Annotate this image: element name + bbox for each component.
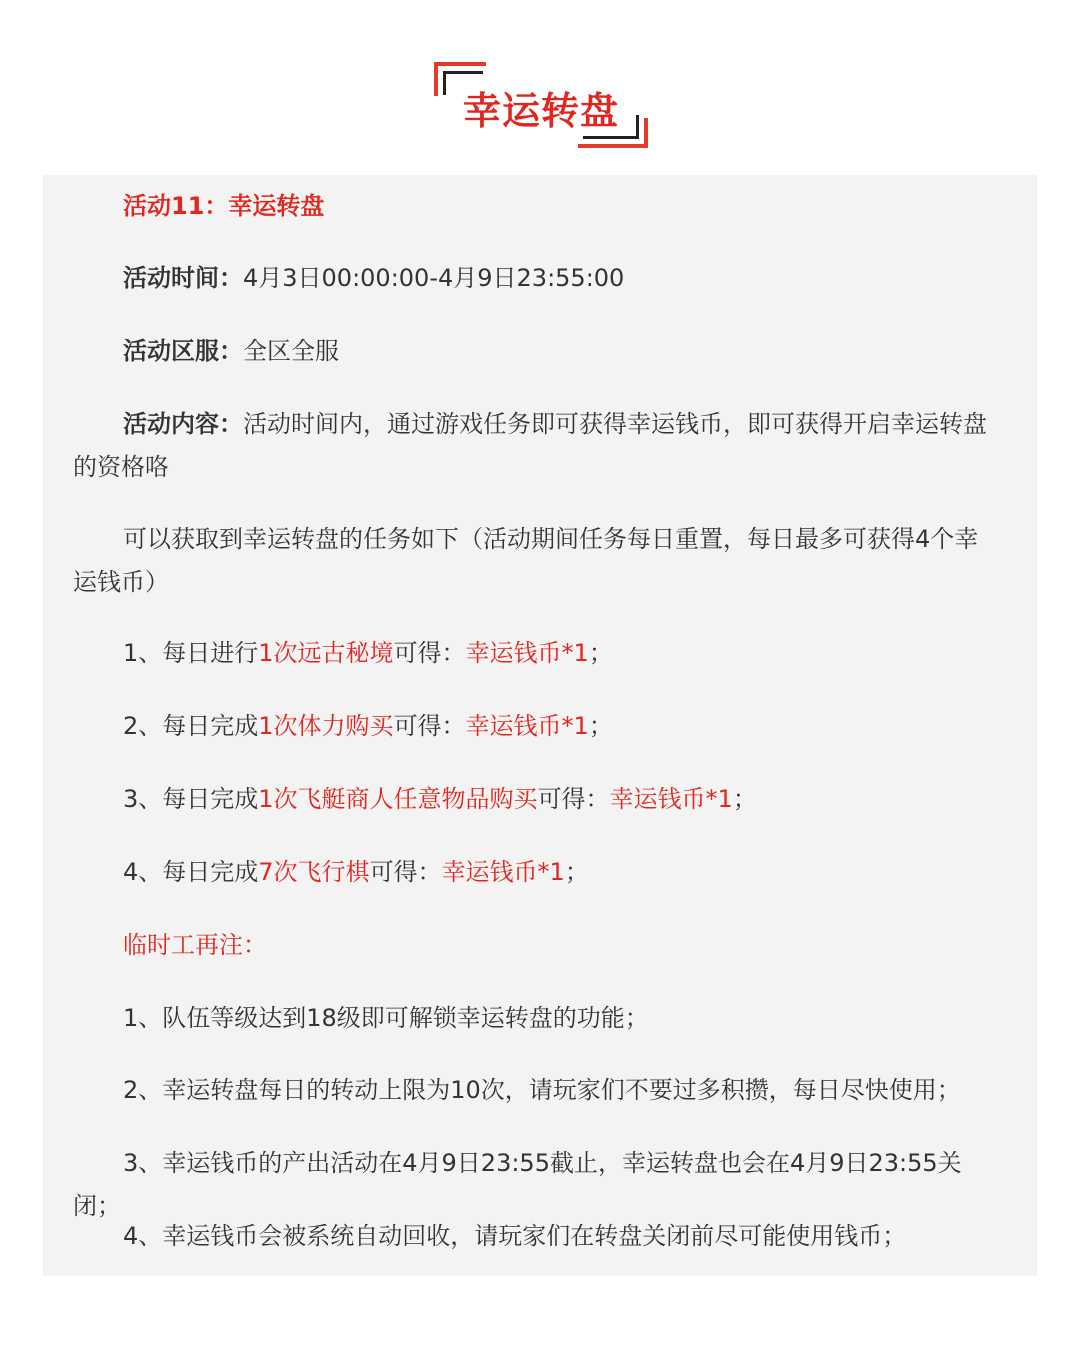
- time-value: 4月3日00:00:00-4月9日23:55:00: [243, 264, 625, 292]
- task-item: 1、每日进行1次远古秘境可得：幸运钱币*1；: [123, 639, 613, 667]
- corner-decoration: [434, 62, 486, 66]
- activity-heading: 活动11：幸运转盘: [123, 192, 325, 220]
- note-heading: 临时工再注：: [123, 931, 267, 959]
- content-panel: [43, 175, 1037, 1276]
- page-title: 幸运转盘: [462, 89, 619, 133]
- content-label: 活动内容：: [123, 410, 243, 438]
- note-item: 4、幸运钱币会被系统自动回收，请玩家们在转盘关闭前尽可能使用钱币；: [123, 1222, 907, 1250]
- time-label: 活动时间：: [123, 264, 243, 292]
- task-item: 3、每日完成1次飞艇商人任意物品购买可得：幸运钱币*1；: [123, 785, 757, 813]
- note-item: 2、幸运转盘每日的转动上限为10次，请玩家们不要过多积攒，每日尽快使用；: [123, 1076, 961, 1104]
- task-item: 2、每日完成1次体力购买可得：幸运钱币*1；: [123, 712, 613, 740]
- content-value: 活动时间内，通过游戏任务即可获得幸运钱币，即可获得开启幸运转盘的资格咯: [73, 410, 987, 481]
- activity-time: [73, 257, 997, 300]
- server-value: 全区全服: [243, 337, 339, 365]
- note-item: 3、幸运钱币的产出活动在4月9日23:55截止，幸运转盘也会在4月9日23:55关闭；: [73, 1149, 962, 1220]
- task-item: 4、每日完成7次飞行棋可得：幸运钱币*1；: [123, 858, 589, 886]
- server-label: 活动区服：: [123, 337, 243, 365]
- activity-content: [73, 403, 997, 489]
- note-item: 1、队伍等级达到18级即可解锁幸运转盘的功能；: [123, 1004, 649, 1032]
- activity-server: [73, 330, 997, 373]
- tasks-intro: 可以获取到幸运转盘的任务如下（活动期间任务每日重置，每日最多可获得4个幸运钱币）: [73, 525, 979, 596]
- title-badge: [434, 62, 648, 152]
